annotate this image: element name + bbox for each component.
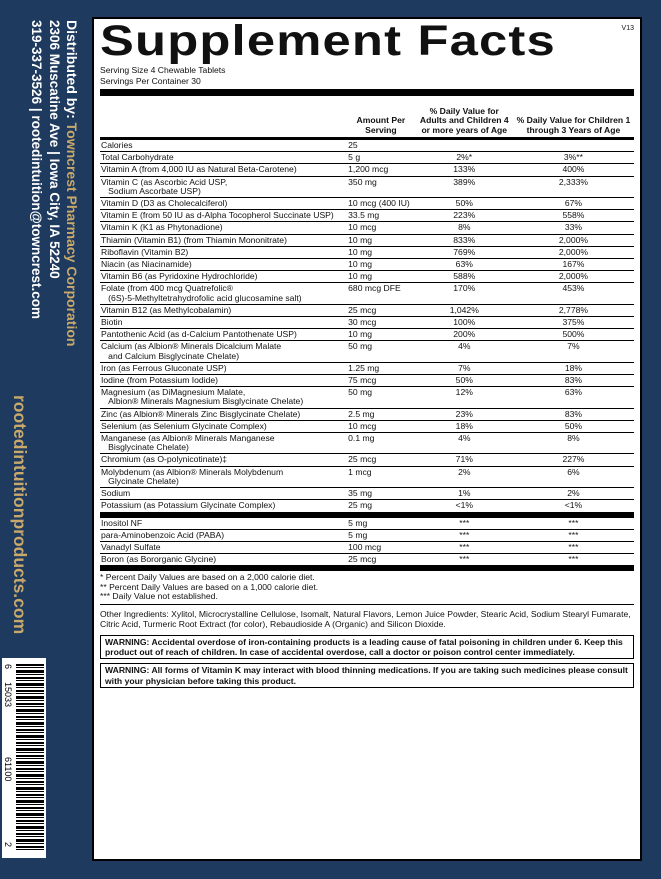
- nutrient-name: para-Aminobenzoic Acid (PABA): [101, 529, 225, 540]
- dv-child: 2,000%: [558, 234, 589, 245]
- nutrient-row: [100, 375, 634, 387]
- dv-child: 8%: [567, 433, 580, 444]
- nutrient-name: Iodine (from Potassium Iodide): [101, 375, 219, 386]
- distributor-company: Towncrest Pharmacy Corporation: [64, 122, 80, 347]
- other-nutrient-rows: [100, 518, 634, 567]
- nutrient-name: Inositol NF: [101, 517, 143, 528]
- dv-adult: 50%: [455, 198, 473, 209]
- barcode-digits: [3, 662, 15, 854]
- dv-child: 500%: [562, 329, 585, 340]
- nutrient-name: Biotin: [101, 317, 123, 328]
- dv-child: 2,778%: [558, 304, 589, 315]
- vitamin-k-warning: WARNING: All forms of Vitamin K may interact with blood thinning medications. If you are taking such medicines please consult with your physician before taking this product.: [100, 663, 634, 687]
- amount-per-serving: 0.1 mg: [348, 433, 375, 444]
- nutrient-row: [100, 554, 634, 566]
- amount-per-serving: 350 mg: [348, 176, 377, 187]
- nutrient-row: [100, 454, 634, 466]
- dv-adult: 389%: [453, 176, 476, 187]
- dv-child: 50%: [564, 420, 583, 431]
- amount-per-serving: 680 mcg DFE: [348, 283, 401, 294]
- dv-adult: ***: [459, 541, 470, 552]
- amount-per-serving: 5 g: [348, 152, 361, 163]
- servings-per-container: Servings Per Container 30: [100, 75, 201, 86]
- amount-per-serving: 35 mg: [348, 488, 373, 499]
- nutrient-row: [100, 177, 634, 198]
- barcode-bars: [16, 664, 44, 852]
- dv-child: ***: [568, 517, 579, 528]
- dv-adult: 50%: [455, 375, 473, 386]
- dv-child: 7%: [567, 341, 580, 352]
- dv-child: 2,000%: [558, 271, 589, 282]
- nutrient-name: Sodium: [101, 488, 131, 499]
- dv-adult: ***: [459, 517, 470, 528]
- nutrient-name: Vitamin B12 (as Methylcobalamin): [101, 304, 232, 315]
- amount-per-serving: 25 mcg: [348, 304, 377, 315]
- dv-adult: <1%: [455, 500, 473, 511]
- amount-per-serving: 25 mcg: [348, 554, 377, 565]
- amount-per-serving: 5 mg: [348, 517, 368, 528]
- barcode-digit-group: 61100: [3, 757, 13, 782]
- nutrient-name: Molybdenum (as Albion® Minerals Molybdenum Glycinate Chelate): [101, 466, 284, 486]
- version-code: V13: [621, 25, 634, 32]
- dv-child: 453%: [562, 283, 585, 294]
- nutrient-name: Chromium (as O-polynicotinate)‡: [101, 454, 228, 465]
- amount-per-serving: 50 mg: [348, 341, 373, 352]
- nutrient-row: [100, 363, 634, 375]
- nutrient-row: [100, 500, 634, 512]
- dv-adult: 2%*: [456, 152, 473, 163]
- dv-child: 2,000%: [558, 246, 589, 257]
- dv-child: 63%: [564, 387, 583, 398]
- other-ingredients: Other Ingredients: Xylitol, Microcrystalline Cellulose, Isomalt, Natural Flavors, Lemon Juice Powder, Stearic Acid, Sodium Stearyl Fumarate, Citric Acid, Turmeric Root Extract (for color), Rebaudioside A (Organic) and Silicon Dioxide.: [100, 608, 631, 629]
- header-rule: [100, 89, 634, 96]
- nutrient-name: Vitamin A (from 4,000 IU as Natural Beta-Carotene): [101, 164, 297, 175]
- amount-per-serving: 10 mg: [348, 259, 373, 270]
- nutrient-name: Magnesium (as DiMagnesium Malate, Albion® Minerals Magnesium Bisglycinate Chelate): [101, 387, 304, 407]
- barcode-digit-group: 15033: [3, 682, 13, 708]
- nutrient-name: Vitamin K (K1 as Phytonadione): [101, 222, 223, 233]
- nutrient-row: [100, 409, 634, 421]
- dv-child: <1%: [564, 500, 583, 511]
- dv-adult: 63%: [455, 259, 473, 270]
- amount-per-serving: 30 mcg: [348, 317, 377, 328]
- amount-per-serving: 10 mg: [348, 246, 373, 257]
- nutrient-row: [100, 518, 634, 530]
- nutrient-name: Boron (as Bororganic Glycine): [101, 554, 217, 565]
- barcode-digit-group: 6: [3, 664, 13, 670]
- nutrient-name: Vitamin B6 (as Pyridoxine Hydrochloride): [101, 271, 258, 282]
- dv-adult: 1,042%: [449, 304, 479, 315]
- panel-title: Supplement Facts: [100, 17, 556, 65]
- barcode: [2, 658, 46, 858]
- nutrient-name: Potassium (as Potassium Glycinate Complex): [101, 500, 276, 511]
- nutrient-name: Thiamin (Vitamin B1) (from Thiamin Mononitrate): [101, 234, 287, 245]
- nutrient-name: Vitamin E (from 50 IU as d-Alpha Tocopherol Succinate USP): [101, 210, 334, 221]
- dv-child: 227%: [562, 454, 585, 465]
- amount-per-serving: 10 mcg: [348, 420, 377, 431]
- distributor-contact: 319-337-3526 | rootedintuition@towncrest.com: [29, 20, 44, 320]
- nutrient-name: Vitamin D (D3 as Cholecalciferol): [101, 198, 228, 209]
- nutrient-row: [100, 341, 634, 362]
- nutrient-row: [100, 488, 634, 500]
- nutrient-row: [100, 235, 634, 247]
- nutrient-name: Zinc (as Albion® Minerals Zinc Bisglycinate Chelate): [101, 408, 301, 419]
- dv-adult: 7%: [458, 362, 471, 373]
- amount-per-serving: 10 mg: [348, 234, 373, 245]
- dv-adult: 71%: [455, 454, 473, 465]
- amount-per-serving: 10 mcg: [348, 222, 377, 233]
- amount-per-serving: 1,200 mcg: [348, 164, 389, 175]
- dv-adult: 133%: [453, 164, 476, 175]
- amount-per-serving: 25 mg: [348, 500, 373, 511]
- dv-child: 375%: [562, 317, 585, 328]
- serving-size: Serving Size 4 Chewable Tablets: [100, 65, 226, 75]
- dv-adult: 18%: [455, 420, 473, 431]
- nutrient-row: [100, 433, 634, 454]
- nutrient-row: [100, 387, 634, 408]
- side-label-area: [0, 0, 92, 879]
- dv-adult: 4%: [458, 433, 471, 444]
- dv-adult: 170%: [453, 283, 476, 294]
- amount-per-serving: 1 mcg: [348, 466, 372, 477]
- barcode-digit-group: 2: [3, 842, 13, 848]
- dv-adult-header: % Daily Value for Adults and Children 4 or more years of Age: [419, 105, 509, 135]
- dv-adult: ***: [459, 554, 470, 565]
- dv-adult: 769%: [453, 246, 476, 257]
- dv-child: 167%: [562, 259, 585, 270]
- nutrient-name: Total Carbohydrate: [101, 152, 174, 163]
- amount-per-serving: 25: [348, 140, 358, 150]
- nutrient-name: Selenium (as Selenium Glycinate Complex): [101, 420, 267, 431]
- amount-per-serving: 10 mg: [348, 271, 373, 282]
- dv-adult: 833%: [453, 234, 476, 245]
- dv-child: 67%: [564, 198, 583, 209]
- nutrient-row: [100, 222, 634, 234]
- nutrient-row: [100, 164, 634, 176]
- dv-adult: ***: [459, 529, 470, 540]
- nutrient-row: [100, 152, 634, 164]
- nutrient-rows: [100, 140, 634, 513]
- dv-adult: 4%: [458, 341, 471, 352]
- dv-adult: 1%: [458, 488, 471, 499]
- nutrient-name: Vitamin C (as Ascorbic Acid USP, Sodium Ascorbate USP): [101, 176, 228, 196]
- nutrient-row: [100, 305, 634, 317]
- dv-child: 3%**: [563, 152, 583, 163]
- nutrient-name: Pantothenic Acid (as d-Calcium Pantothenate USP): [101, 329, 297, 340]
- nutrient-row: [100, 247, 634, 259]
- column-headers: [100, 96, 634, 140]
- dv-adult: 223%: [453, 210, 476, 221]
- nutrient-name: Riboflavin (Vitamin B2): [101, 246, 189, 257]
- website-url: rootedintuitionproducts.com: [10, 395, 30, 635]
- nutrient-name: Calories: [101, 140, 133, 150]
- dv-child: ***: [568, 529, 579, 540]
- nutrient-row: [100, 271, 634, 283]
- dv-adult: 23%: [455, 408, 473, 419]
- dv-child: 83%: [564, 408, 583, 419]
- dv-child: ***: [568, 541, 579, 552]
- dv-adult: 12%: [455, 387, 473, 398]
- amount-per-serving: 5 mg: [348, 529, 368, 540]
- amount-per-serving: 33.5 mg: [348, 210, 380, 221]
- nutrient-name: Vanadyl Sulfate: [101, 541, 161, 552]
- nutrient-row: [100, 530, 634, 542]
- amount-per-serving: 10 mcg (400 IU): [348, 198, 410, 209]
- nutrient-row: [100, 542, 634, 554]
- nutrient-row: [100, 317, 634, 329]
- nutrient-row: [100, 329, 634, 341]
- dv-adult: 588%: [453, 271, 476, 282]
- dv-adult: 100%: [453, 317, 476, 328]
- dv-child: 400%: [562, 164, 585, 175]
- dv-child: 2,333%: [558, 176, 589, 187]
- nutrient-row: [100, 467, 634, 488]
- nutrient-name: Manganese (as Albion® Minerals Manganese Bisglycinate Chelate): [101, 433, 275, 453]
- dv-child: 33%: [564, 222, 583, 233]
- amount-per-serving: 10 mg: [348, 329, 373, 340]
- nutrient-row: [100, 259, 634, 271]
- distributor-line: [64, 20, 80, 346]
- nutrient-row: [100, 283, 634, 304]
- dv-child: 18%: [564, 362, 583, 373]
- distributed-by-label: Distributed by:: [64, 20, 80, 123]
- supplement-facts-panel: [92, 17, 642, 861]
- dv-child-header: % Daily Value for Children 1 through 3 Years of Age: [516, 115, 631, 135]
- dv-child: 83%: [564, 375, 583, 386]
- amount-per-serving: 25 mcg: [348, 454, 377, 465]
- nutrient-row: [100, 210, 634, 222]
- dv-child: ***: [568, 554, 579, 565]
- nutrient-name: Niacin (as Niacinamide): [101, 259, 192, 270]
- dv-child: 6%: [567, 466, 580, 477]
- footnote: *** Daily Value not established.: [100, 591, 218, 602]
- amount-per-serving: 1.25 mg: [348, 362, 380, 373]
- footnote: * Percent Daily Values are based on a 2,000 calorie diet.: [100, 572, 315, 583]
- nutrient-row: [100, 421, 634, 433]
- nutrient-name: Folate (from 400 mcg Quatrefolic® (6S)-5-Methyltetrahydrofolic acid glucosamine salt): [101, 283, 302, 303]
- dv-adult: 8%: [458, 222, 471, 233]
- footnote: ** Percent Daily Values are based on a 1,000 calorie diet.: [100, 581, 319, 592]
- dv-adult: 200%: [453, 329, 476, 340]
- amount-per-serving: 75 mcg: [348, 375, 377, 386]
- distributor-address: 2306 Muscatine Ave | Iowa City, IA 52240: [47, 20, 62, 279]
- nutrient-name: Iron (as Ferrous Gluconate USP): [101, 362, 227, 373]
- nutrient-row: [100, 198, 634, 210]
- nutrient-row: [100, 140, 634, 152]
- nutrient-name: Calcium (as Albion® Minerals Dicalcium Malate and Calcium Bisglycinate Chelate): [101, 341, 282, 361]
- dv-child: 558%: [562, 210, 585, 221]
- amount-per-serving: 2.5 mg: [348, 408, 375, 419]
- dv-adult: 2%: [458, 466, 471, 477]
- amount-per-serving: 50 mg: [348, 387, 373, 398]
- dv-child: 2%: [567, 488, 580, 499]
- iron-warning: WARNING: Accidental overdose of iron-containing products is a leading cause of fatal poisoning in children under 6. Keep this product out of reach of children. In case of accidental overdose, call a doctor or poison control center immediately.: [100, 635, 634, 659]
- amount-per-serving: 100 mcg: [348, 541, 382, 552]
- footnotes: [100, 571, 634, 604]
- amount-header: Amount Per Serving: [356, 115, 406, 135]
